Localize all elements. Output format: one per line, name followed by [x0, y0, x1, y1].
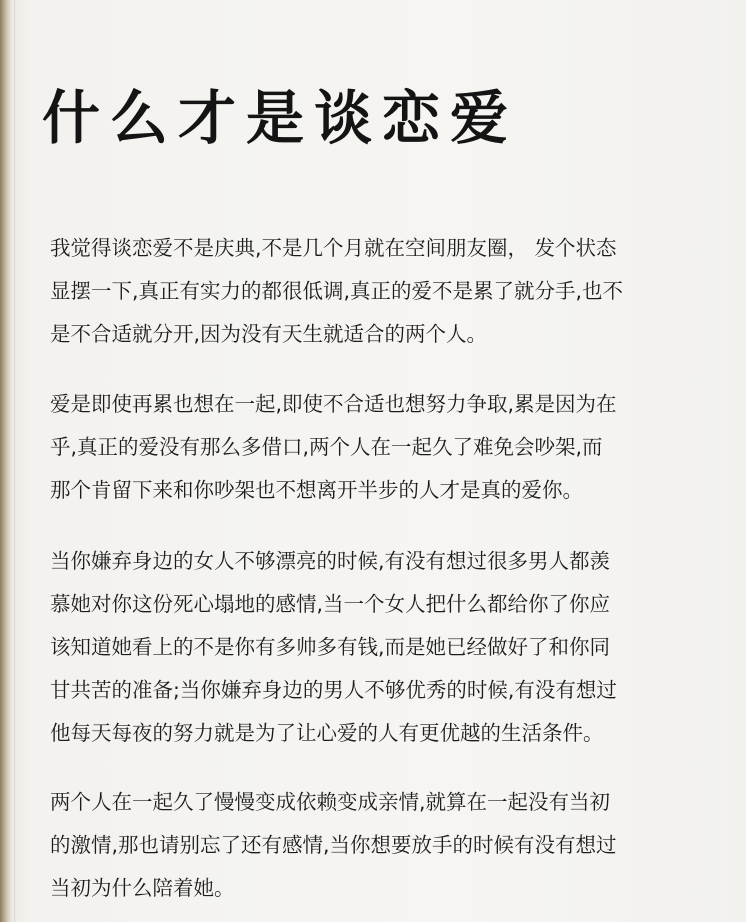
- text-line: 当你嫌弃身边的女人不够漂亮的时候,有没有想过很多男人都羡: [50, 549, 611, 573]
- text-line: 当初为什么陪着她。: [50, 876, 235, 900]
- text-line: 乎,真正的爱没有那么多借口,两个人在一起久了难免会吵架,而: [50, 435, 603, 459]
- page-gutter-line: [14, 0, 15, 922]
- text-line: 他每天每夜的努力就是为了让心爱的人有更优越的生活条件。: [50, 721, 604, 745]
- text-line: 两个人在一起久了慢慢变成依赖变成亲情,就算在一起没有当初: [50, 790, 611, 814]
- text-line: 那个肯留下来和你吵架也不想离开半步的人才是真的爱你。: [50, 478, 583, 502]
- text-line: 显摆一下,真正有实力的都很低调,真正的爱不是累了就分手,也不: [50, 279, 624, 303]
- paragraph-3: [50, 540, 725, 755]
- paragraph-1: [50, 227, 725, 356]
- text-line: 该知道她看上的不是你有多帅多有钱,而是她已经做好了和你同: [50, 635, 611, 659]
- paragraph-4: [50, 781, 725, 910]
- book-spine-shadow: [0, 0, 12, 922]
- text-line: 的激情,那也请别忘了还有感情,当你想要放手的时候有没有想过: [50, 833, 617, 857]
- text-line: 慕她对你这份死心塌地的感情,当一个女人把什么都给你了你应: [50, 592, 611, 616]
- text-line: 甘共苦的准备;当你嫌弃身边的男人不够优秀的时候,有没有想过: [50, 678, 617, 702]
- text-line: 是不合适就分开,因为没有天生就适合的两个人。: [50, 322, 488, 346]
- text-line: 我觉得谈恋爱不是庆典,不是几个月就在空间朋友圈， 发个状态: [50, 236, 617, 260]
- paragraph-2: [50, 383, 725, 512]
- text-line: 爱是即使再累也想在一起,即使不合适也想努力争取,累是因为在: [50, 392, 617, 416]
- page-title: 什么才是谈恋爱: [42, 84, 519, 152]
